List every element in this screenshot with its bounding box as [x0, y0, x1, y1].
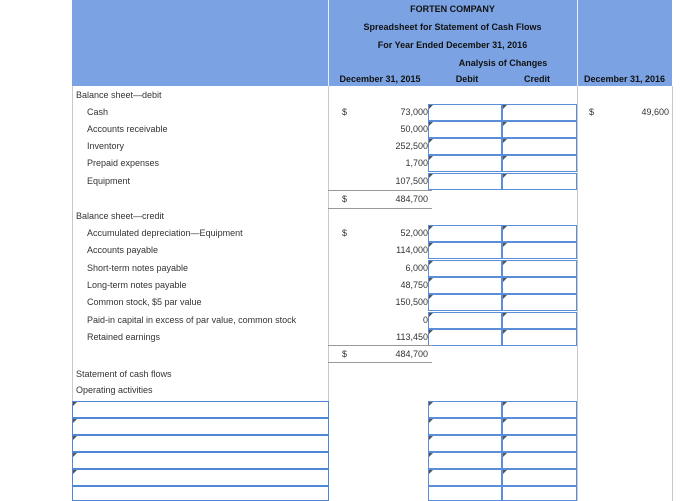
col-header-credit: Credit: [523, 74, 550, 84]
debit-input-prepaid-expenses[interactable]: [428, 155, 502, 172]
cash-flow-credit-input-5[interactable]: [502, 469, 577, 486]
debit-input-equipment[interactable]: [428, 173, 502, 190]
debit-input-cash[interactable]: [428, 104, 502, 121]
cell-marker-icon: [503, 226, 507, 230]
credit-total-2015: 484,700: [395, 349, 428, 359]
cell-marker-icon: [429, 330, 433, 334]
cash-flow-description-input-2[interactable]: [72, 418, 329, 435]
cell-marker-icon: [429, 226, 433, 230]
cash-flow-debit-input-3[interactable]: [428, 435, 502, 452]
value-inventory-2015: 252,500: [395, 141, 428, 151]
row-label-accounts-receivable: Accounts receivable: [87, 124, 168, 134]
spreadsheet-title: Spreadsheet for Statement of Cash Flows: [363, 22, 542, 32]
debit-input-retained-earnings[interactable]: [428, 329, 502, 346]
cash-flow-description-input-5[interactable]: [72, 469, 329, 486]
cash-flow-description-input-1[interactable]: [72, 401, 329, 418]
cash-flow-debit-input-4[interactable]: [428, 452, 502, 469]
row-label-retained-earnings: Retained earnings: [87, 332, 161, 342]
cell-marker-icon: [429, 453, 433, 457]
credit-input-equipment[interactable]: [502, 173, 577, 190]
row-label-accounts-payable: Accounts payable: [87, 245, 159, 255]
debit-input-accounts-payable[interactable]: [428, 242, 502, 259]
cash-flow-debit-input-1[interactable]: [428, 401, 502, 418]
cell-marker-icon: [503, 313, 507, 317]
value-equipment-2015: 107,500: [395, 176, 428, 186]
cash-flow-debit-input-6[interactable]: [428, 486, 502, 501]
credit-input-retained-earnings[interactable]: [502, 329, 577, 346]
section-balance-sheet-credit: Balance sheet—credit: [76, 211, 165, 221]
credit-input-accumulated-depreciation[interactable]: [502, 225, 577, 242]
cell-marker-icon: [429, 261, 433, 265]
cell-marker-icon: [503, 402, 507, 406]
credit-input-paid-in-capital[interactable]: [502, 312, 577, 329]
value-cash-2016: 49,600: [641, 107, 669, 117]
credit-input-inventory[interactable]: [502, 138, 577, 155]
cash-flow-debit-input-2[interactable]: [428, 418, 502, 435]
company-name: FORTEN COMPANY: [410, 4, 495, 14]
value-paid-in-capital-2015: 0: [422, 315, 428, 325]
value-retained-earnings-2015: 113,450: [396, 332, 428, 342]
cell-marker-icon: [503, 278, 507, 282]
cash-flow-description-input-6[interactable]: [72, 486, 329, 501]
debit-input-short-term-notes[interactable]: [428, 260, 502, 277]
value-cash-2015: 73,000: [400, 107, 428, 117]
cell-marker-icon: [429, 419, 433, 423]
credit-input-prepaid-expenses[interactable]: [502, 155, 577, 172]
value-accounts-payable-2015: 114,000: [396, 245, 428, 255]
section-statement-of-cash-flows: Statement of cash flows: [76, 369, 172, 379]
cell-marker-icon: [503, 174, 507, 178]
debit-input-common-stock[interactable]: [428, 294, 502, 311]
credit-input-accounts-receivable[interactable]: [502, 121, 577, 138]
cell-marker-icon: [503, 105, 507, 109]
cash-flow-credit-input-4[interactable]: [502, 452, 577, 469]
currency-symbol: $: [342, 107, 348, 117]
row-label-accumulated-depreciation: Accumulated depreciation—Equipment: [87, 228, 243, 238]
value-accounts-receivable-2015: 50,000: [400, 124, 428, 134]
debit-input-paid-in-capital[interactable]: [428, 312, 502, 329]
analysis-of-changes-label: Analysis of Changes: [458, 58, 548, 68]
credit-input-short-term-notes[interactable]: [502, 260, 577, 277]
currency-symbol: $: [342, 228, 348, 238]
cash-flow-spreadsheet: [72, 0, 672, 501]
cash-flow-credit-input-1[interactable]: [502, 401, 577, 418]
cell-marker-icon: [503, 470, 507, 474]
col-header-debit: Debit: [455, 74, 479, 84]
cell-marker-icon: [429, 243, 433, 247]
cell-marker-icon: [429, 313, 433, 317]
currency-symbol: $: [589, 107, 595, 117]
col-header-dec-2016: December 31, 2016: [583, 74, 666, 84]
cell-marker-icon: [73, 419, 77, 423]
credit-input-long-term-notes[interactable]: [502, 277, 577, 294]
cell-marker-icon: [503, 330, 507, 334]
cell-marker-icon: [73, 470, 77, 474]
cell-marker-icon: [429, 436, 433, 440]
row-label-inventory: Inventory: [87, 141, 125, 151]
debit-input-inventory[interactable]: [428, 138, 502, 155]
credit-input-cash[interactable]: [502, 104, 577, 121]
cash-flow-credit-input-2[interactable]: [502, 418, 577, 435]
debit-input-long-term-notes[interactable]: [428, 277, 502, 294]
debit-input-accumulated-depreciation[interactable]: [428, 225, 502, 242]
row-label-long-term-notes: Long-term notes payable: [87, 280, 187, 290]
value-short-term-notes-2015: 6,000: [405, 263, 428, 273]
cell-marker-icon: [503, 122, 507, 126]
row-label-short-term-notes: Short-term notes payable: [87, 263, 189, 273]
period-label: For Year Ended December 31, 2016: [377, 40, 528, 50]
cell-marker-icon: [73, 436, 77, 440]
cash-flow-description-input-3[interactable]: [72, 435, 329, 452]
cash-flow-description-input-4[interactable]: [72, 452, 329, 469]
value-accumulated-depreciation-2015: 52,000: [400, 228, 428, 238]
row-label-paid-in-capital: Paid-in capital in excess of par value, common stock: [87, 315, 297, 325]
value-common-stock-2015: 150,500: [395, 297, 428, 307]
cell-marker-icon: [503, 243, 507, 247]
cell-marker-icon: [73, 402, 77, 406]
cell-marker-icon: [429, 139, 433, 143]
row-label-equipment: Equipment: [87, 176, 131, 186]
currency-symbol: $: [342, 194, 348, 204]
cell-marker-icon: [503, 419, 507, 423]
currency-symbol: $: [342, 349, 348, 359]
cell-marker-icon: [429, 122, 433, 126]
cell-marker-icon: [429, 295, 433, 299]
cash-flow-credit-input-6[interactable]: [502, 486, 577, 501]
cell-marker-icon: [429, 402, 433, 406]
cell-marker-icon: [429, 156, 433, 160]
cell-marker-icon: [429, 174, 433, 178]
cell-marker-icon: [429, 278, 433, 282]
row-label-cash: Cash: [87, 107, 109, 117]
debit-total-2015: 484,700: [395, 194, 428, 204]
cash-flow-debit-input-5[interactable]: [428, 469, 502, 486]
value-long-term-notes-2015: 48,750: [400, 280, 428, 290]
cell-marker-icon: [503, 453, 507, 457]
cell-marker-icon: [429, 470, 433, 474]
cell-marker-icon: [73, 453, 77, 457]
section-operating-activities: Operating activities: [76, 385, 153, 395]
row-label-prepaid-expenses: Prepaid expenses: [87, 158, 160, 168]
cell-marker-icon: [503, 139, 507, 143]
credit-input-accounts-payable[interactable]: [502, 242, 577, 259]
cell-marker-icon: [503, 295, 507, 299]
section-balance-sheet-debit: Balance sheet—debit: [76, 90, 162, 100]
cell-marker-icon: [503, 156, 507, 160]
cash-flow-credit-input-3[interactable]: [502, 435, 577, 452]
col-header-dec-2015: December 31, 2015: [339, 74, 421, 84]
cell-marker-icon: [503, 436, 507, 440]
cell-marker-icon: [503, 261, 507, 265]
cell-marker-icon: [429, 105, 433, 109]
debit-input-accounts-receivable[interactable]: [428, 121, 502, 138]
row-label-common-stock: Common stock, $5 par value: [87, 297, 202, 307]
value-prepaid-expenses-2015: 1,700: [405, 158, 428, 168]
credit-input-common-stock[interactable]: [502, 294, 577, 311]
